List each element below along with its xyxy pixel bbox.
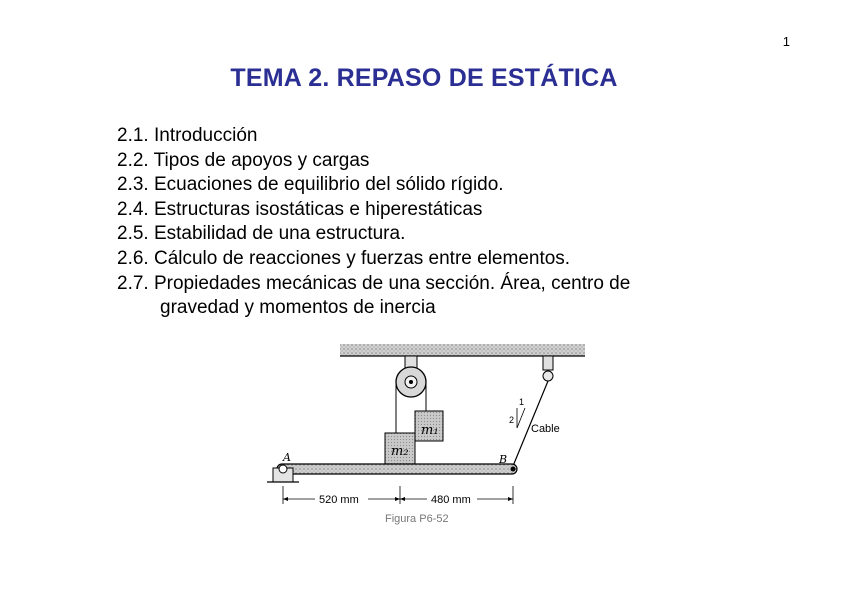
slope-rise-label: 2 (509, 415, 515, 425)
beam (277, 464, 517, 474)
toc-item-2-5: 2.5. Estabilidad de una estructura. (117, 223, 406, 245)
mass-m1-label: m₁ (421, 423, 439, 438)
slope-triangle (517, 408, 525, 428)
ceiling (340, 344, 585, 356)
dimension-left-label: 520 mm (319, 494, 359, 506)
cable-hanger (543, 356, 553, 370)
dimension-right-label: 480 mm (431, 494, 471, 506)
toc-item-2-2: 2.2. Tipos de apoyos y cargas (117, 149, 370, 171)
toc-item-2-7: 2.7. Propiedades mecánicas de una sección. Área, centro de (117, 272, 631, 294)
figure-caption: Figura P6-52 (385, 513, 449, 525)
pulley-beam-diagram (255, 336, 595, 536)
toc-item-2-4: 2.4. Estructuras isostáticas e hiperestáticas (117, 198, 483, 220)
page-number: 1 (782, 34, 790, 49)
point-a-label: A (283, 451, 291, 464)
toc-item-2-7-continuation: gravedad y momentos de inercia (160, 297, 436, 319)
toc-item-2-3: 2.3. Ecuaciones de equilibrio del sólido rígido. (117, 174, 504, 196)
statics-figure (255, 336, 595, 536)
point-b-label: B (499, 453, 508, 466)
mass-m2-label: m₂ (391, 444, 409, 459)
cable-label: Cable (531, 423, 560, 435)
page-title: TEMA 2. REPASO DE ESTÁTICA (230, 64, 618, 92)
toc-item-2-1: 2.1. Introducción (117, 125, 258, 146)
slope-run-label: 1 (519, 397, 525, 407)
toc-item-2-6: 2.6. Cálculo de reacciones y fuerzas entre elementos. (117, 247, 571, 269)
table-of-contents (117, 124, 757, 321)
